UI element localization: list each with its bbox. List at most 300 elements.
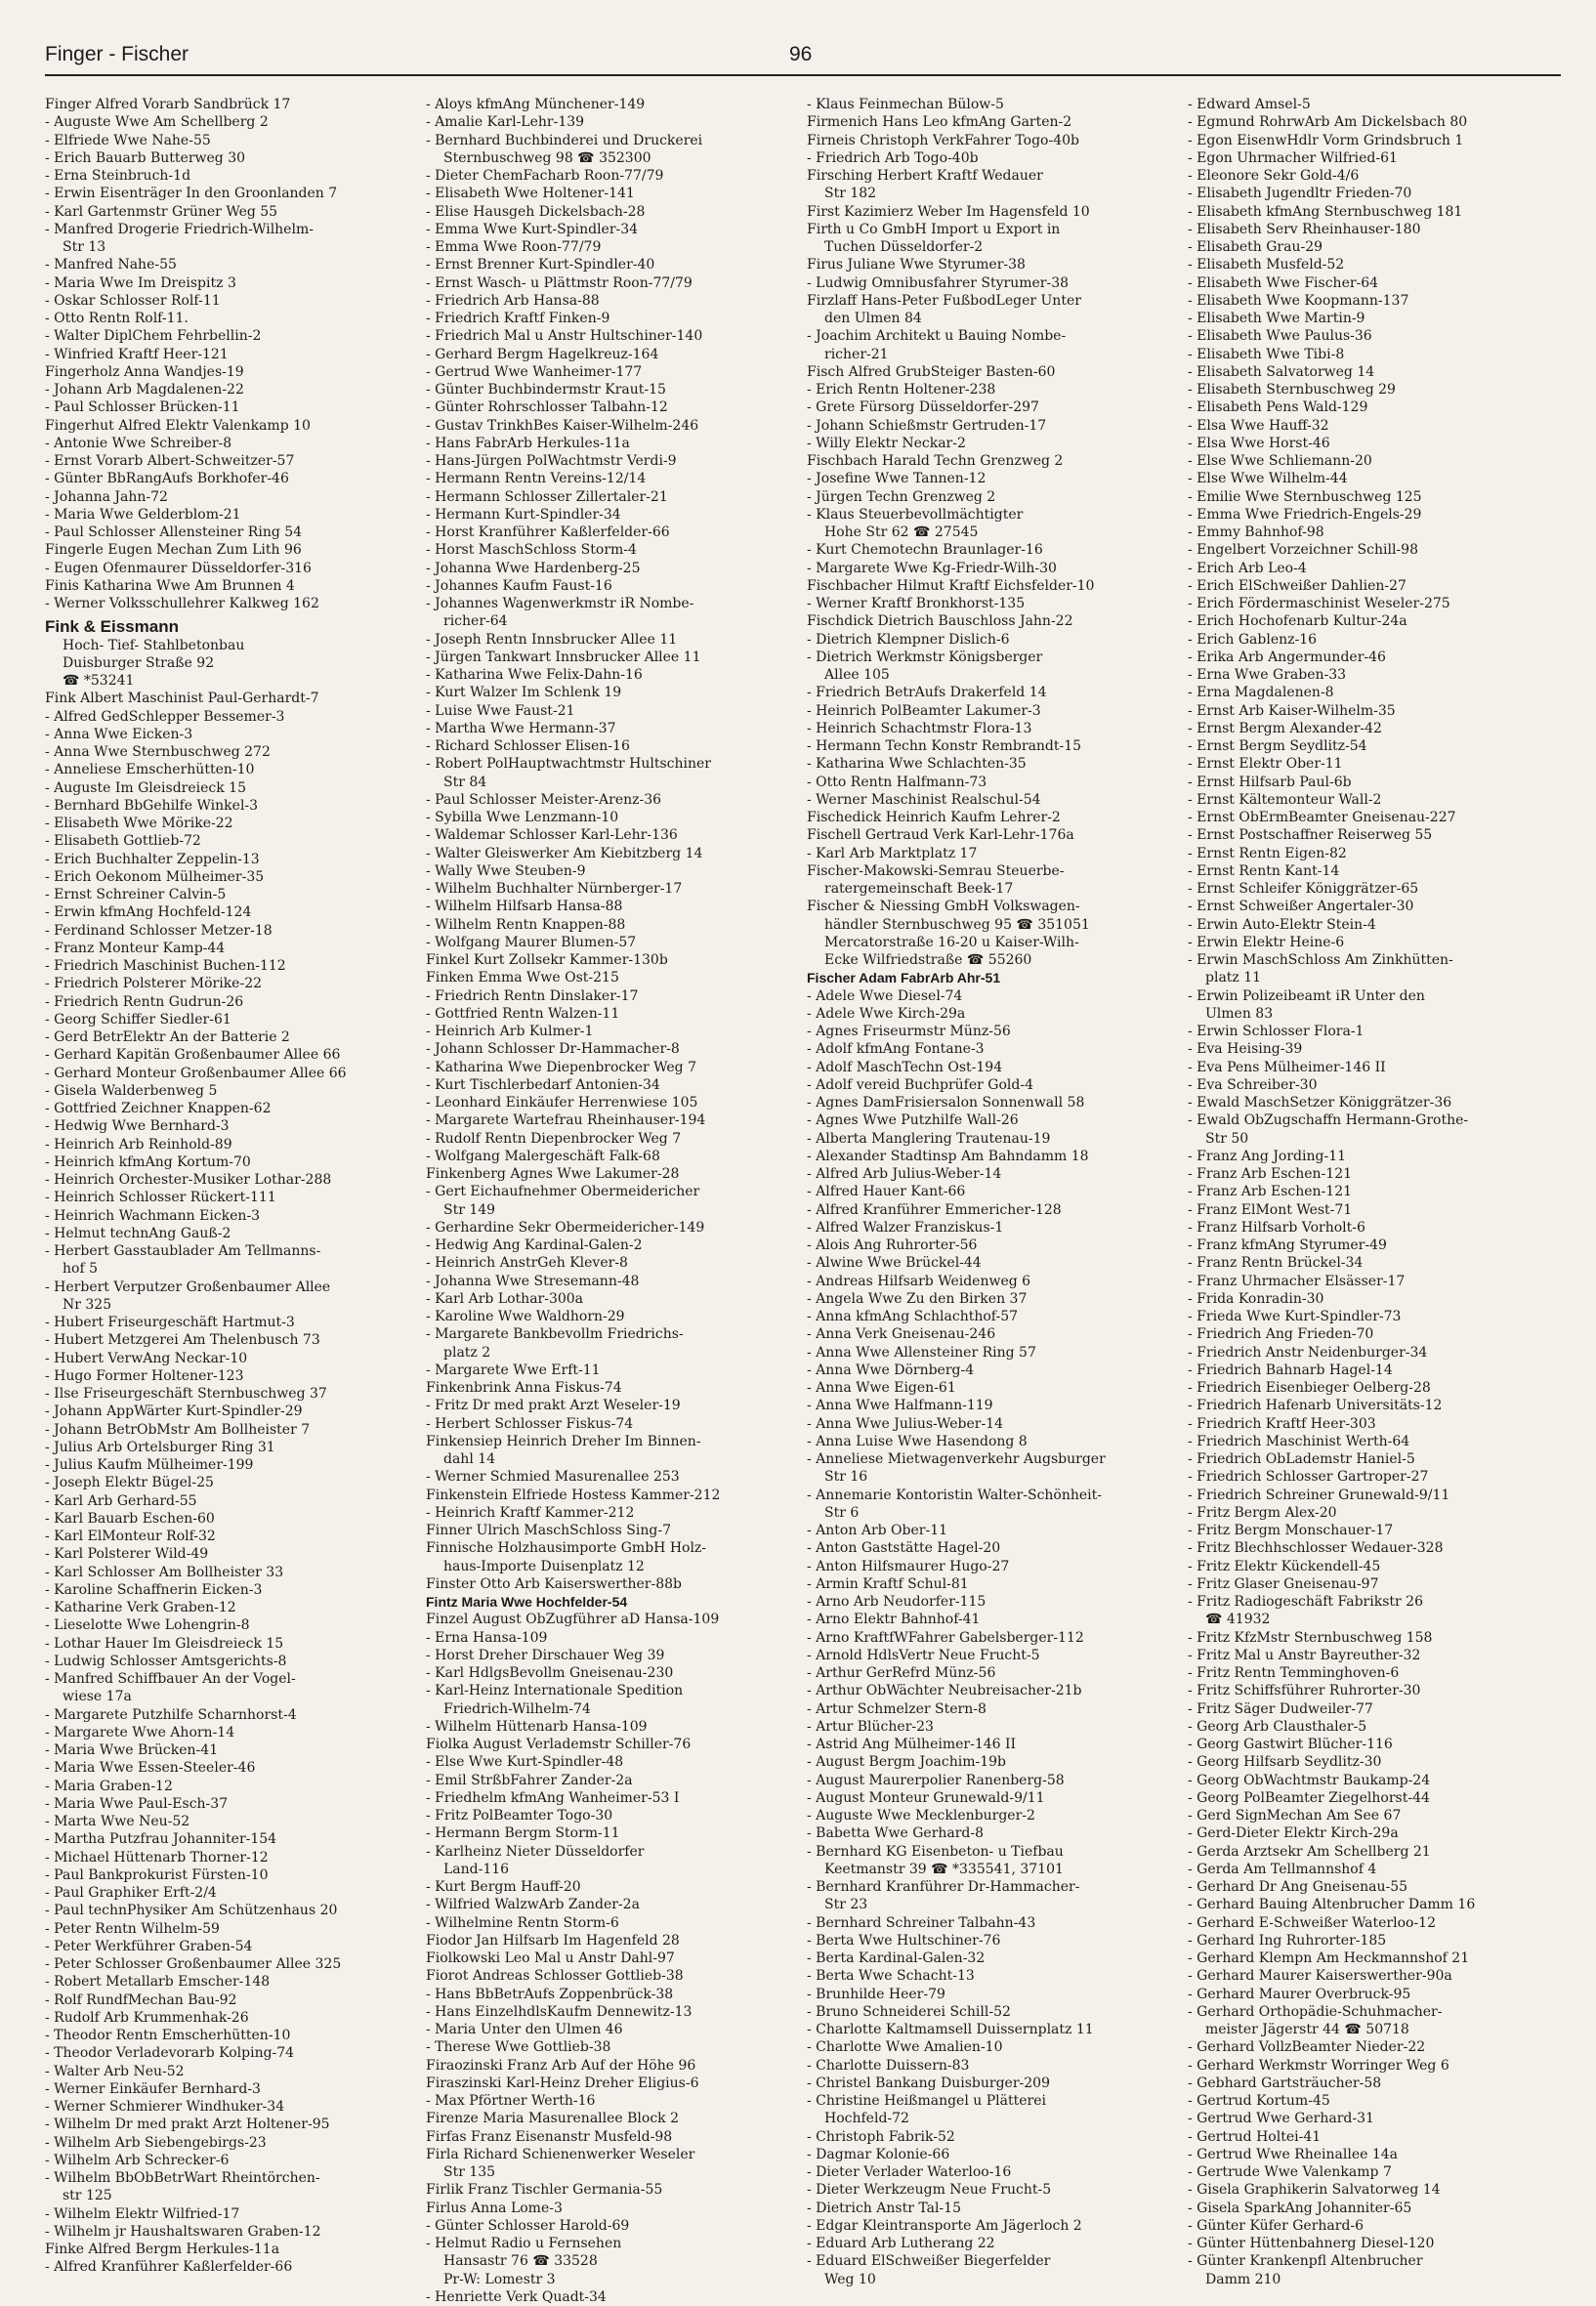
directory-entry: - August Bergm Joachim-19b: [807, 1754, 1007, 1771]
directory-entry: - Johanna Wwe Stresemann-48: [426, 1273, 640, 1289]
directory-entry: - Friedrich ObLademstr Haniel-5: [1188, 1451, 1415, 1467]
directory-entry: - Christine Heißmangel u Plätterei: [807, 2093, 1046, 2109]
directory-entry: - Bernhard Buchbinderei und Druckerei: [426, 132, 703, 148]
directory-entry: - Alwine Wwe Brückel-44: [807, 1255, 982, 1272]
directory-entry: - Elisabeth Salvatorweg 14: [1188, 363, 1375, 380]
directory-entry: - Erich ElSchweißer Dahlien-27: [1188, 577, 1407, 594]
directory-entry: - Henriette Verk Quadt-34: [426, 2288, 607, 2305]
directory-entry: - Arno Arb Neudorfer-115: [807, 1594, 987, 1610]
directory-entry: - Elisabeth Wwe Martin-9: [1188, 311, 1365, 326]
directory-entry: - Margarete Bankbevollm Friedrichs-: [426, 1326, 684, 1343]
directory-entry: - Karoline Wwe Waldhorn-29: [426, 1309, 625, 1324]
directory-entry: Firfas Franz Eisenanstr Musfeld-98: [426, 2128, 673, 2145]
directory-entry: - Friedrich Maschinist Buchen-112: [45, 958, 286, 974]
directory-entry: - Eleonore Sekr Gold-4/6: [1188, 168, 1360, 184]
directory-entry: - Michael Hüttenarb Thorner-12: [45, 1849, 269, 1866]
directory-entry: - Gottfried Rentn Walzen-11: [426, 1005, 620, 1022]
directory-entry: - Else Wwe Wilhelm-44: [1188, 471, 1348, 487]
directory-entry: Fintz Maria Wwe Hochfelder-54: [426, 1594, 628, 1610]
directory-entry: - Charlotte Wwe Amalien-10: [807, 2039, 1003, 2056]
directory-entry: - Margarete Putzhilfe Scharnhorst-4: [45, 1706, 297, 1723]
directory-entry: - Gertrud Wwe Gerhard-31: [1188, 2111, 1374, 2127]
directory-entry: - Anna kfmAng Schlachthof-57: [807, 1309, 1019, 1324]
directory-entry: - Johann BetrObMstr Am Bollheister 7: [45, 1421, 311, 1438]
directory-entry: - Elisabeth Jugendltr Frieden-70: [1188, 186, 1412, 202]
directory-entry: - Heinrich Kraftf Kammer-212: [426, 1504, 635, 1521]
directory-entry: - Erwin Auto-Elektr Stein-4: [1188, 916, 1376, 933]
directory-entry: - Werner Schmierer Windhuker-34: [45, 2099, 285, 2115]
directory-entry: - Ilse Friseurgeschäft Sternbuschweg 37: [45, 1386, 327, 1402]
directory-entry: - Erich Oekonom Mülheimer-35: [45, 868, 265, 885]
directory-entry: - Eduard ElSchweißer Biegerfelder: [807, 2253, 1051, 2270]
directory-entry: - Herbert Verputzer Großenbaumer Allee: [45, 1279, 331, 1295]
directory-entry: - Fritz Bergm Alex-20: [1188, 1504, 1337, 1521]
directory-entry: - Horst Dreher Dirschauer Weg 39: [426, 1647, 665, 1663]
entry-continuation: Str 84: [443, 774, 487, 790]
directory-entry: - Ferdinand Schlosser Metzer-18: [45, 922, 273, 939]
directory-entry: - Max Pförtner Werth-16: [426, 2093, 596, 2109]
directory-entry: - Oskar Schlosser Rolf-11: [45, 292, 221, 309]
directory-entry: - Joseph Rentn Innsbrucker Allee 11: [426, 631, 678, 648]
directory-entry: - Franz Monteur Kamp-44: [45, 940, 226, 956]
section-heading: Fink & Eissmann: [45, 618, 179, 637]
directory-entry: - Paul Schlosser Meister-Arenz-36: [426, 791, 662, 808]
directory-entry: - Karl Arb Lothar-300a: [426, 1290, 584, 1307]
directory-entry: - Heinrich Wachmann Eicken-3: [45, 1207, 261, 1224]
directory-entry: Fingerholz Anna Wandjes-19: [45, 363, 244, 380]
entry-continuation: Str 23: [824, 1897, 868, 1913]
directory-entry: - Ernst Elektr Ober-11: [1188, 756, 1343, 773]
directory-entry: - Elsa Wwe Hauff-32: [1188, 417, 1329, 434]
directory-entry: - Gerhardine Sekr Obermeidericher-149: [426, 1219, 705, 1236]
directory-entry: - Fritz KfzMstr Sternbuschweg 158: [1188, 1629, 1433, 1646]
directory-entry: - Erich Rentn Holtener-238: [807, 382, 996, 398]
directory-entry: - Andreas Hilfsarb Weidenweg 6: [807, 1273, 1031, 1289]
directory-entry: - Dietrich Werkmstr Königsberger: [807, 649, 1043, 665]
directory-entry: - Fritz Bergm Monschauer-17: [1188, 1523, 1394, 1538]
directory-entry: - Alberta Manglering Trautenau-19: [807, 1130, 1051, 1147]
directory-entry: - Klaus Steuerbevollmächtigter: [807, 506, 1024, 523]
directory-entry: - Georg PolBeamter Ziegelhorst-44: [1188, 1789, 1430, 1806]
entry-continuation: Nr 325: [63, 1296, 112, 1313]
directory-entry: - Auguste Wwe Am Schellberg 2: [45, 114, 269, 131]
directory-entry: - Friedrich Maschinist Werth-64: [1188, 1433, 1410, 1449]
directory-entry: - Gerhard Dr Ang Gneisenau-55: [1188, 1879, 1408, 1895]
entry-continuation: wiese 17a: [63, 1689, 132, 1705]
directory-entry: - Arthur ObWächter Neubreisacher-21b: [807, 1683, 1082, 1699]
directory-entry: Fiolkowski Leo Mal u Anstr Dahl-97: [426, 1950, 675, 1966]
directory-entry: - Franz ElMont West-71: [1188, 1201, 1353, 1218]
directory-entry: - Theodor Verladevorarb Kolping-74: [45, 2045, 295, 2062]
entry-continuation: Hochfeld-72: [824, 2111, 909, 2127]
entry-continuation: Hohe Str 62 ☎ 27545: [824, 524, 979, 540]
entry-continuation: Ecke Wilfriedstraße ☎ 55260: [824, 952, 1032, 968]
entry-continuation: Allee 105: [824, 667, 890, 683]
directory-entry: - Georg Schiffer Siedler-61: [45, 1011, 231, 1027]
directory-entry: - Friedrich Polsterer Mörike-22: [45, 976, 263, 992]
directory-entry: - Gisela Walderbenweg 5: [45, 1082, 218, 1099]
directory-entry: - Friedhelm kfmAng Wanheimer-53 I: [426, 1789, 680, 1806]
entry-continuation: Duisburger Straße 92: [63, 654, 215, 671]
directory-entry: - Adele Wwe Diesel-74: [807, 987, 963, 1004]
directory-entry: - Gertrude Wwe Valenkamp 7: [1188, 2164, 1392, 2180]
directory-entry: - Friedrich Kraftf Heer-303: [1188, 1415, 1376, 1432]
directory-entry: - Werner Kraftf Bronkhorst-135: [807, 596, 1026, 611]
directory-entry: - Rudolf Arb Krummenhak-26: [45, 2009, 249, 2026]
directory-entry: - Heinrich Schlosser Rückert-111: [45, 1190, 276, 1206]
directory-entry: - Margarete Wartefrau Rheinhauser-194: [426, 1112, 706, 1129]
directory-entry: - Elisabeth Wwe Tibi-8: [1188, 346, 1345, 362]
directory-entry: - Karl-Heinz Internationale Spedition: [426, 1683, 684, 1699]
directory-entry: - Walter DiplChem Fehrbellin-2: [45, 328, 262, 345]
directory-entry: - Ernst Postschaffner Reiserweg 55: [1188, 827, 1433, 844]
directory-entry: - Robert Metallarb Emscher-148: [45, 1974, 271, 1991]
directory-entry: - Werner Schmied Masurenallee 253: [426, 1469, 680, 1486]
directory-entry: - Auguste Im Gleisdreieck 15: [45, 779, 246, 796]
directory-entry: - Johann AppWärter Kurt-Spindler-29: [45, 1404, 303, 1420]
directory-entry: - Paul Graphiker Erft-2/4: [45, 1885, 217, 1901]
directory-entry: Firzlaff Hans-Peter FußbodLeger Unter: [807, 292, 1081, 309]
directory-entry: - Franz Uhrmacher Elsässer-17: [1188, 1273, 1406, 1289]
directory-entry: - Elisabeth Grau-29: [1188, 239, 1323, 255]
directory-entry: - Ernst Vorarb Albert-Schweitzer-57: [45, 453, 295, 469]
directory-entry: - Kurt Walzer Im Schlenk 19: [426, 685, 622, 701]
directory-entry: - Gerd-Dieter Elektr Kirch-29a: [1188, 1825, 1399, 1842]
directory-entry: - Georg Gastwirt Blücher-116: [1188, 1737, 1393, 1752]
directory-entry: - Erna Wwe Graben-33: [1188, 667, 1347, 683]
directory-entry: - Else Wwe Schliemann-20: [1188, 453, 1372, 469]
directory-entry: - Theodor Rentn Emscherhütten-10: [45, 2028, 291, 2043]
directory-entry: - Ernst Schreiner Calvin-5: [45, 887, 227, 902]
directory-entry: - Erna Magdalenen-8: [1188, 685, 1334, 701]
directory-entry: - Anna Wwe Halfmann-119: [807, 1398, 993, 1414]
directory-entry: Firaszinski Karl-Heinz Dreher Eligius-6: [426, 2075, 699, 2091]
directory-entry: - Friedrich Rentn Dinslaker-17: [426, 987, 639, 1004]
directory-entry: - Karl HdlgsBevollm Gneisenau-230: [426, 1665, 674, 1681]
entry-continuation: Str 149: [443, 1201, 496, 1218]
directory-entry: - Wilhelm Arb Siebengebirgs-23: [45, 2134, 267, 2151]
directory-entry: - Walter Arb Neu-52: [45, 2063, 185, 2079]
directory-entry: - Maria Wwe Paul-Esch-37: [45, 1795, 229, 1812]
directory-entry: - Johann Schlosser Dr-Hammacher-8: [426, 1041, 680, 1058]
directory-entry: - Maria Wwe Brücken-41: [45, 1742, 219, 1758]
directory-entry: - Arnold HdlsVertr Neue Frucht-5: [807, 1647, 1040, 1663]
directory-entry: - Heinrich PolBeamter Lakumer-3: [807, 702, 1041, 719]
directory-entry: - Joseph Elektr Bügel-25: [45, 1475, 214, 1491]
directory-entry: - Friedrich Schlosser Gartroper-27: [1188, 1469, 1429, 1486]
directory-entry: - Elisabeth Wwe Koopmann-137: [1188, 292, 1409, 309]
directory-entry: - Julius Arb Ortelsburger Ring 31: [45, 1439, 275, 1455]
directory-entry: Finkenstein Elfriede Hostess Kammer-212: [426, 1487, 721, 1503]
directory-entry: - Waldemar Schlosser Karl-Lehr-136: [426, 827, 678, 844]
directory-entry: - Artur Blücher-23: [807, 1718, 934, 1735]
directory-entry: - Johannes Wagenwerkmstr iR Nombe-: [426, 596, 694, 611]
directory-entry: - Kurt Chemotechn Braunlager-16: [807, 542, 1043, 559]
directory-entry: - Emil StrßbFahrer Zander-2a: [426, 1772, 633, 1788]
directory-entry: - Agnes Wwe Putzhilfe Wall-26: [807, 1112, 1019, 1129]
directory-entry: - Luise Wwe Faust-21: [426, 702, 575, 719]
directory-entry: - Babetta Wwe Gerhard-8: [807, 1825, 985, 1842]
directory-entry: - Eduard Arb Lutherang 22: [807, 2236, 995, 2251]
directory-entry: - Margarete Wwe Erft-11: [426, 1362, 601, 1378]
directory-entry: - Günter Rohrschlosser Talbahn-12: [426, 399, 668, 416]
directory-entry: - Fritz Rentn Temminghoven-6: [1188, 1665, 1400, 1681]
directory-entry: - Leonhard Einkäufer Herrenwiese 105: [426, 1095, 698, 1111]
directory-entry: - Friedrich Kraftf Finken-9: [426, 311, 610, 326]
directory-entry: - Jürgen Techn Grenzweg 2: [807, 488, 996, 505]
directory-entry: - Hubert Metzgerei Am Thelenbusch 73: [45, 1332, 320, 1349]
directory-entry: - Fritz Schiffsführer Ruhrorter-30: [1188, 1683, 1421, 1699]
directory-entry: - Friedrich Schreiner Grunewald-9/11: [1188, 1487, 1450, 1503]
directory-entry: - Winfried Kraftf Heer-121: [45, 346, 229, 362]
directory-entry: Fiolka August Verlademstr Schiller-76: [426, 1737, 692, 1752]
directory-entry: - Gerhard Klempn Am Heckmannshof 21: [1188, 1950, 1470, 1966]
directory-entry: - Elisabeth Musfeld-52: [1188, 257, 1345, 273]
directory-entry: Finken Emma Wwe Ost-215: [426, 970, 619, 986]
directory-entry: - Artur Schmelzer Stern-8: [807, 1700, 987, 1717]
directory-entry: - Anna Luise Wwe Hasendong 8: [807, 1433, 1028, 1449]
entry-continuation: richer-64: [443, 613, 508, 630]
directory-entry: - Anna Wwe Dörnberg-4: [807, 1362, 975, 1378]
directory-entry: - Berta Wwe Hultschiner-76: [807, 1932, 1001, 1949]
directory-entry: - Wilfried WalzwArb Zander-2a: [426, 1897, 640, 1913]
directory-entry: - Armin Kraftf Schul-81: [807, 1575, 969, 1592]
directory-entry: - Erich Arb Leo-4: [1188, 560, 1307, 576]
directory-entry: - Fritz Elektr Kückendell-45: [1188, 1558, 1381, 1574]
directory-entry: - Heinrich kfmAng Kortum-70: [45, 1153, 251, 1170]
directory-entry: Fischell Gertraud Verk Karl-Lehr-176a: [807, 827, 1074, 844]
directory-entry: - Maria Graben-12: [45, 1778, 173, 1794]
directory-entry: - Berta Wwe Schacht-13: [807, 1968, 975, 1985]
directory-entry: - Gertrud Holtei-41: [1188, 2128, 1322, 2145]
directory-entry: Firenze Maria Masurenallee Block 2: [426, 2111, 680, 2127]
directory-entry: - Anna Wwe Julius-Weber-14: [807, 1415, 1003, 1432]
directory-entry: - Hans FabrArb Herkules-11a: [426, 435, 630, 451]
directory-entry: - Wilhelm Dr med prakt Arzt Holtener-95: [45, 2117, 330, 2133]
entry-continuation: richer-21: [824, 346, 889, 362]
directory-entry: - Herbert Gasstaublader Am Tellmanns-: [45, 1243, 321, 1259]
directory-entry: - Fritz Radiogeschäft Fabrikstr 26: [1188, 1594, 1423, 1610]
directory-entry: - Engelbert Vorzeichner Schill-98: [1188, 542, 1418, 559]
directory-entry: - Robert PolHauptwachtmstr Hultschiner: [426, 756, 711, 773]
directory-entry: - Frida Konradin-30: [1188, 1290, 1324, 1307]
directory-entry: - Manfred Nahe-55: [45, 257, 177, 273]
entry-continuation: dahl 14: [443, 1451, 496, 1467]
directory-entry: - Erwin kfmAng Hochfeld-124: [45, 904, 252, 921]
directory-entry: - Dieter Verlader Waterloo-16: [807, 2164, 1012, 2180]
directory-entry: - Anton Arb Ober-11: [807, 1523, 948, 1538]
directory-entry: - Julius Kaufm Mülheimer-199: [45, 1457, 254, 1473]
directory-entry: - Therese Wwe Gottlieb-38: [426, 2039, 611, 2056]
directory-entry: - Elisabeth Wwe Fischer-64: [1188, 274, 1379, 291]
directory-entry: - Karlheinz Nieter Düsseldorfer: [426, 1843, 645, 1860]
directory-entry: - Anton Hilfsmaurer Hugo-27: [807, 1558, 1010, 1574]
directory-entry: - Heinrich Schachtmstr Flora-13: [807, 720, 1032, 736]
page-number: 96: [789, 43, 813, 65]
directory-entry: - Ernst Schleifer Königgrätzer-65: [1188, 881, 1419, 897]
directory-entry: - Maria Wwe Essen-Steeler-46: [45, 1760, 256, 1777]
directory-entry: - Peter Schlosser Großenbaumer Allee 325: [45, 1956, 342, 1972]
directory-entry: - Gerd SignMechan Am See 67: [1188, 1808, 1402, 1824]
entry-continuation: Sternbuschweg 98 ☎ 352300: [443, 149, 651, 166]
directory-entry: - Werner Maschinist Realschul-54: [807, 791, 1041, 808]
directory-entry: - Eva Heising-39: [1188, 1041, 1303, 1058]
entry-continuation: Hansastr 76 ☎ 33528: [443, 2253, 598, 2270]
directory-entry: - Gebhard Gartsträucher-58: [1188, 2075, 1382, 2091]
directory-entry: Finger Alfred Vorarb Sandbrück 17: [45, 97, 291, 112]
directory-entry: - Hans EinzelhdlsKaufm Dennewitz-13: [426, 2003, 693, 2020]
directory-entry: - Elisabeth kfmAng Sternbuschweg 181: [1188, 203, 1463, 220]
entry-continuation: Damm 210: [1205, 2271, 1281, 2287]
directory-entry: - Gerhard Ing Ruhrorter-185: [1188, 1932, 1387, 1949]
entry-continuation: Str 135: [443, 2164, 496, 2180]
directory-entry: - Richard Schlosser Elisen-16: [426, 738, 630, 754]
directory-entry: Finke Alfred Bergm Herkules-11a: [45, 2242, 280, 2257]
directory-entry: - Fritz Dr med prakt Arzt Weseler-19: [426, 1398, 681, 1414]
directory-entry: - Bernhard Schreiner Talbahn-43: [807, 1914, 1036, 1931]
directory-entry: - Eva Pens Mülheimer-146 II: [1188, 1059, 1386, 1075]
directory-entry: Fink Albert Maschinist Paul-Gerhardt-7: [45, 691, 319, 707]
directory-entry: - Katharina Wwe Diepenbrocker Weg 7: [426, 1059, 697, 1075]
directory-entry: - Günter Küfer Gerhard-6: [1188, 2217, 1365, 2234]
directory-entry: - Rolf RundfMechan Bau-92: [45, 1992, 237, 2008]
directory-entry: - Horst Kranführer Kaßlerfelder-66: [426, 524, 670, 540]
directory-entry: - Gisela SparkAng Johanniter-65: [1188, 2200, 1412, 2216]
directory-entry: - Jürgen Tankwart Innsbrucker Allee 11: [426, 649, 701, 665]
directory-entry: Firlus Anna Lome-3: [426, 2200, 563, 2216]
directory-entry: - Karl Arb Marktplatz 17: [807, 845, 978, 861]
directory-entry: - Georg ObWachtmstr Baukamp-24: [1188, 1772, 1431, 1788]
directory-entry: - Günter BbRangAufs Borkhofer-46: [45, 471, 289, 487]
entry-continuation: Friedrich-Wilhelm-74: [443, 1700, 591, 1717]
directory-entry: - Paul Schlosser Allensteiner Ring 54: [45, 524, 303, 540]
directory-entry: - Ludwig Schlosser Amtsgerichts-8: [45, 1653, 287, 1669]
entry-continuation: hof 5: [63, 1261, 98, 1278]
directory-entry: - Erwin Schlosser Flora-1: [1188, 1024, 1365, 1039]
directory-entry: - Elsa Wwe Horst-46: [1188, 435, 1330, 451]
directory-entry: - Franz kfmAng Styrumer-49: [1188, 1237, 1387, 1253]
directory-entry: - Gerhard Orthopädie-Schuhmacher-: [1188, 2003, 1443, 2020]
directory-entry: - Elisabeth Wwe Paulus-36: [1188, 328, 1372, 345]
entry-continuation: Land-116: [443, 1861, 510, 1877]
directory-entry: - Günter Buchbindermstr Kraut-15: [426, 382, 666, 398]
directory-entry: Finner Ulrich MaschSchloss Sing-7: [426, 1523, 671, 1538]
directory-entry: - Gisela Graphikerin Salvatorweg 14: [1188, 2182, 1441, 2199]
directory-entry: - Johanna Jahn-72: [45, 488, 168, 505]
directory-entry: - Emma Wwe Friedrich-Engels-29: [1188, 506, 1422, 523]
directory-entry: - Emmy Bahnhof-98: [1188, 524, 1324, 540]
directory-entry: - Elisabeth Serv Rheinhauser-180: [1188, 221, 1421, 237]
directory-entry: - Antonie Wwe Schreiber-8: [45, 435, 232, 451]
directory-entry: - Erwin Polizeibeamt iR Unter den: [1188, 987, 1425, 1004]
directory-entry: - Bernhard Kranführer Dr-Hammacher-: [807, 1879, 1080, 1895]
directory-entry: - Angela Wwe Zu den Birken 37: [807, 1290, 1028, 1307]
directory-entry: - Hubert VerwAng Neckar-10: [45, 1350, 248, 1366]
directory-entry: - Helmut Radio u Fernsehen: [426, 2236, 622, 2251]
directory-entry: - Karl Gartenmstr Grüner Weg 55: [45, 203, 278, 220]
directory-entry: - Gerhard Maurer Overbruck-95: [1188, 1986, 1411, 2002]
directory-entry: - Erna Hansa-109: [426, 1629, 548, 1646]
directory-entry: - Adolf MaschTechn Ost-194: [807, 1059, 1003, 1075]
directory-entry: Firmenich Hans Leo kfmAng Garten-2: [807, 114, 1072, 131]
directory-entry: Firlik Franz Tischler Germania-55: [426, 2182, 663, 2199]
directory-entry: - Heinrich Orchester-Musiker Lothar-288: [45, 1172, 332, 1188]
directory-entry: - Bernhard BbGehilfe Winkel-3: [45, 797, 259, 814]
entry-continuation: ☎ *53241: [63, 673, 135, 689]
directory-entry: - Wilhelm Hilfsarb Hansa-88: [426, 899, 623, 915]
directory-entry: - Maria Wwe Im Dreispitz 3: [45, 274, 236, 291]
directory-entry: Finster Otto Arb Kaiserswerther-88b: [426, 1575, 682, 1592]
entry-continuation: Str 13: [63, 239, 106, 255]
directory-entry: - Maria Wwe Gelderblom-21: [45, 506, 241, 523]
directory-entry: - Ludwig Omnibusfahrer Styrumer-38: [807, 274, 1070, 291]
directory-entry: - Gerhard E-Schweißer Waterloo-12: [1188, 1914, 1436, 1931]
directory-entry: - Frieda Wwe Kurt-Spindler-73: [1188, 1309, 1402, 1324]
directory-entry: - Aloys kfmAng Münchener-149: [426, 97, 646, 112]
directory-entry: - Gerhard Werkmstr Worringer Weg 6: [1188, 2057, 1449, 2074]
directory-entry: - Edward Amsel-5: [1188, 97, 1311, 112]
directory-entry: - Wilhelm BbObBetrWart Rheintörchen-: [45, 2170, 320, 2186]
directory-entry: - Anton Gaststätte Hagel-20: [807, 1540, 1001, 1557]
directory-entry: - Karl ElMonteur Rolf-32: [45, 1529, 216, 1544]
entry-continuation: Tuchen Düsseldorfer-2: [824, 239, 984, 255]
directory-entry: Fisch Alfred GrubSteiger Basten-60: [807, 363, 1056, 380]
entry-continuation: platz 11: [1205, 970, 1262, 986]
directory-entry: - Fritz Mal u Anstr Bayreuther-32: [1188, 1647, 1421, 1663]
directory-entry: - Wally Wwe Steuben-9: [426, 862, 586, 879]
directory-entry: - Erwin Elektr Heine-6: [1188, 934, 1345, 950]
directory-entry: - Elisabeth Wwe Holtener-141: [426, 186, 635, 202]
directory-entry: Finkenbrink Anna Fiskus-74: [426, 1380, 622, 1396]
directory-entry: - Klaus Feinmechan Bülow-5: [807, 97, 1004, 112]
entry-continuation: Str 16: [824, 1469, 868, 1486]
directory-entry: - Friedrich Rentn Gudrun-26: [45, 993, 244, 1010]
directory-entry: - Josefine Wwe Tannen-12: [807, 471, 987, 487]
directory-entry: - Manfred Drogerie Friedrich-Wilhelm-: [45, 221, 314, 237]
directory-entry: - Otto Rentn Halfmann-73: [807, 774, 987, 790]
directory-entry: - Erwin Eisenträger In den Groonlanden 7: [45, 186, 338, 202]
directory-entry: - Otto Rentn Rolf-11.: [45, 311, 189, 326]
directory-entry: - Johann Schießmstr Gertruden-17: [807, 417, 1047, 434]
directory-entry: - Werner Volksschullehrer Kalkweg 162: [45, 596, 319, 611]
directory-entry: - Charlotte Duissern-83: [807, 2057, 970, 2074]
directory-entry: - Anna Wwe Eicken-3: [45, 726, 193, 742]
directory-entry: - Werner Einkäufer Bernhard-3: [45, 2080, 261, 2097]
directory-entry: - Arno Elektr Bahnhof-41: [807, 1612, 981, 1628]
directory-entry: - Ernst Bergm Seydlitz-54: [1188, 738, 1367, 754]
directory-entry: - Bernhard KG Eisenbeton- u Tiefbau: [807, 1843, 1064, 1860]
directory-entry: - Grete Fürsorg Düsseldorfer-297: [807, 399, 1039, 416]
directory-entry: - Franz Rentn Brückel-34: [1188, 1255, 1364, 1272]
directory-entry: - Paul Schlosser Brücken-11: [45, 399, 240, 416]
directory-entry: - Manfred Schiffbauer An der Vogel-: [45, 1671, 296, 1687]
directory-entry: - Gerda Am Tellmannshof 4: [1188, 1861, 1377, 1877]
entry-continuation: haus-Importe Duisenplatz 12: [443, 1558, 645, 1574]
directory-entry: - Elisabeth Gottlieb-72: [45, 833, 201, 850]
directory-entry: - Wilhelm Rentn Knappen-88: [426, 916, 626, 933]
directory-entry: - Hermann Schlosser Zillertaler-21: [426, 488, 668, 505]
directory-entry: Fiorot Andreas Schlosser Gottlieb-38: [426, 1968, 684, 1985]
directory-entry: First Kazimierz Weber Im Hagensfeld 10: [807, 203, 1090, 220]
directory-entry: - Dieter ChemFacharb Roon-77/79: [426, 168, 664, 184]
directory-entry: - Charlotte Kaltmamsell Duissernplatz 11: [807, 2022, 1094, 2037]
directory-entry: - Elisabeth Wwe Mörike-22: [45, 816, 233, 831]
entry-continuation: ratergemeinschaft Beek-17: [824, 881, 1014, 897]
directory-entry: Fingerle Eugen Mechan Zum Lith 96: [45, 542, 302, 559]
directory-entry: - Egon Uhrmacher Wilfried-61: [1188, 149, 1398, 166]
entry-continuation: Str 182: [824, 186, 877, 202]
column-3: [807, 96, 1176, 2288]
